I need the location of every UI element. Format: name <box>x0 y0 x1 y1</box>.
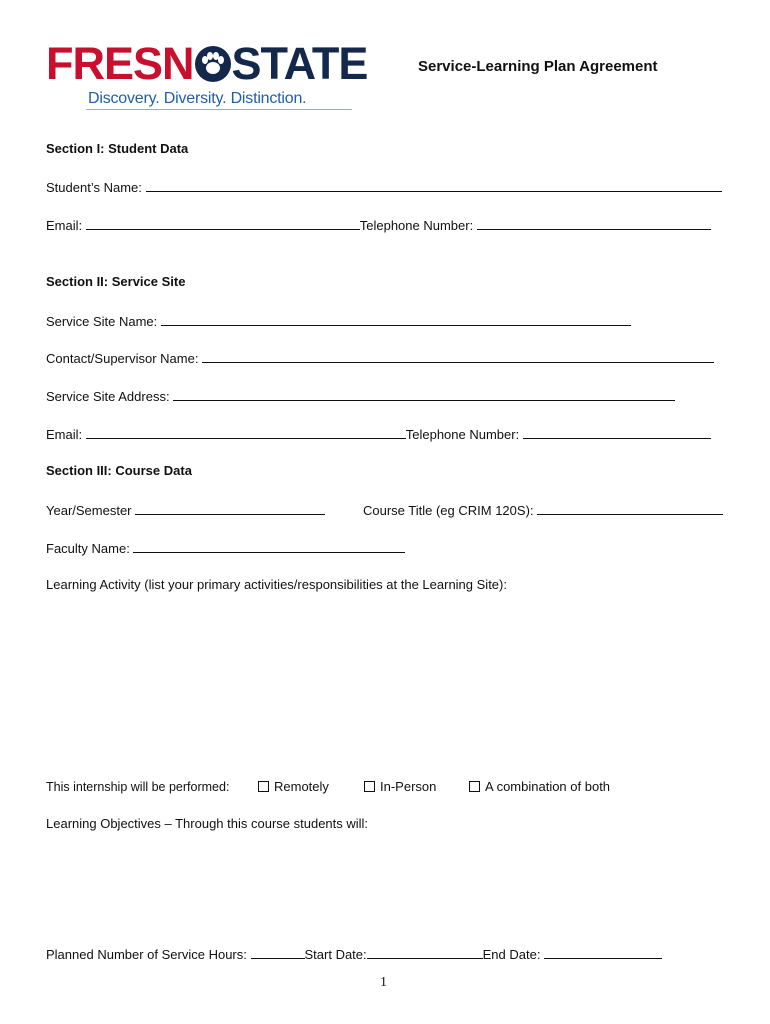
end-date-field[interactable] <box>544 945 662 959</box>
course-title-field[interactable] <box>537 501 723 515</box>
section2-heading: Section II: Service Site <box>46 274 186 289</box>
start-date-label: Start Date: <box>304 947 367 962</box>
option-remotely[interactable] <box>258 779 329 795</box>
section1-heading: Section I: Student Data <box>46 141 189 156</box>
faculty-field[interactable] <box>133 539 405 553</box>
site-name-row <box>46 312 631 330</box>
paw-icon <box>195 46 231 82</box>
contact-row <box>46 349 714 367</box>
site-name-label: Service Site Name: <box>46 314 158 329</box>
option-combination[interactable] <box>469 779 610 795</box>
faculty-label: Faculty Name: <box>46 541 130 556</box>
faculty-row <box>46 539 405 557</box>
learning-activity-label: Learning Activity (list your primary activities/responsibilities at the Learning Site): <box>46 577 507 592</box>
student-name-row <box>46 178 722 196</box>
site-address-label: Service Site Address: <box>46 389 170 404</box>
year-field[interactable] <box>135 501 325 515</box>
site-address-row <box>46 387 675 405</box>
course-title-label: Course Title (eg CRIM 120S): <box>363 503 534 518</box>
end-date-label: End Date: <box>482 947 541 962</box>
course-title-row <box>363 501 723 519</box>
option-in-person-label: In-Person <box>380 779 437 794</box>
logo-rule <box>86 109 352 110</box>
student-telephone-label: Telephone Number: <box>359 218 474 233</box>
hours-field[interactable] <box>251 945 305 959</box>
site-name-field[interactable] <box>161 312 631 326</box>
performed-label: This internship will be performed: <box>46 780 230 794</box>
checkbox-icon[interactable] <box>258 781 269 792</box>
student-telephone-field[interactable] <box>477 216 711 230</box>
year-label: Year/Semester <box>46 503 132 518</box>
option-in-person[interactable] <box>364 779 436 795</box>
checkbox-icon[interactable] <box>469 781 480 792</box>
site-contact-row <box>46 425 711 443</box>
logo-word-left: FRESN <box>46 38 194 89</box>
fresno-state-logo <box>46 38 368 112</box>
student-email-field[interactable] <box>86 216 360 230</box>
hours-row <box>46 945 662 963</box>
start-date-field[interactable] <box>367 945 483 959</box>
site-address-field[interactable] <box>173 387 675 401</box>
contact-field[interactable] <box>202 349 714 363</box>
document-title: Service-Learning Plan Agreement <box>418 58 658 75</box>
year-row <box>46 501 325 519</box>
logo-tagline: Discovery. Diversity. Distinction. <box>88 90 307 107</box>
logo-wordmark <box>46 40 367 88</box>
option-remotely-label: Remotely <box>274 779 329 794</box>
student-contact-row <box>46 216 711 234</box>
site-telephone-field[interactable] <box>523 425 711 439</box>
student-name-field[interactable] <box>146 178 722 192</box>
site-email-field[interactable] <box>86 425 406 439</box>
site-telephone-label: Telephone Number: <box>405 427 520 442</box>
student-email-label: Email: <box>46 218 83 233</box>
option-combination-label: A combination of both <box>485 779 611 794</box>
logo-word-right: STATE <box>231 38 368 89</box>
page-number: 1 <box>380 975 387 990</box>
section3-heading: Section III: Course Data <box>46 463 192 478</box>
site-email-label: Email: <box>46 427 83 442</box>
student-name-label: Student’s Name: <box>46 180 142 195</box>
checkbox-icon[interactable] <box>364 781 375 792</box>
contact-label: Contact/Supervisor Name: <box>46 351 199 366</box>
learning-objectives-label: Learning Objectives – Through this course students will: <box>46 816 369 831</box>
hours-label: Planned Number of Service Hours: <box>46 947 247 962</box>
